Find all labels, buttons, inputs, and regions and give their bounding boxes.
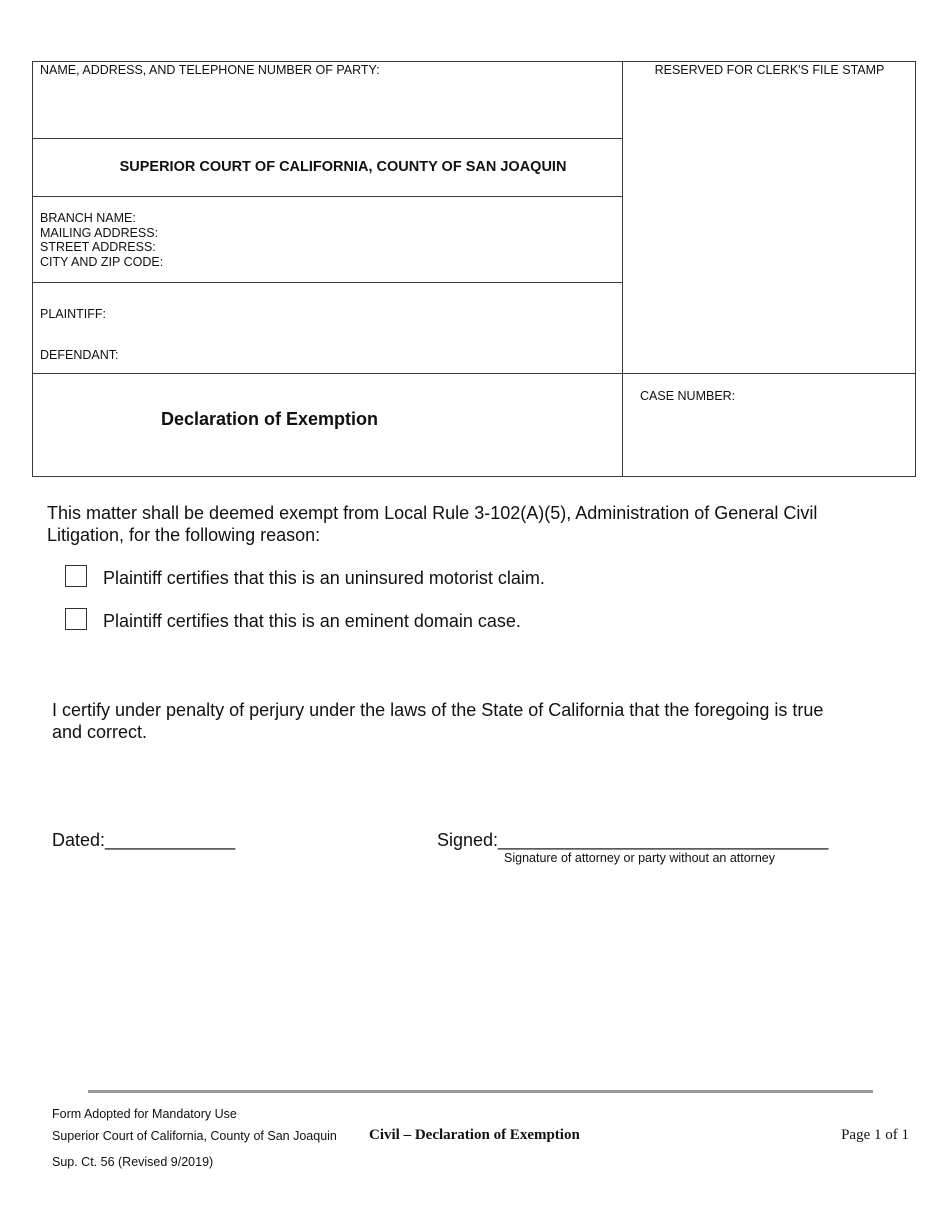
footer-court-text: Superior Court of California, County of San Joaquin [52, 1129, 337, 1143]
uninsured-motorist-checkbox[interactable] [65, 565, 87, 587]
signed-field[interactable]: Signed:_________________________________ [437, 830, 829, 850]
court-title: SUPERIOR COURT OF CALIFORNIA, COUNTY OF SAN JOAQUIN [119, 159, 567, 175]
caption-divider-title [32, 373, 916, 374]
footer-divider [88, 1090, 873, 1093]
eminent-domain-checkbox[interactable] [65, 608, 87, 630]
eminent-domain-option-label: Plaintiff certifies that this is an eminent domain case. [103, 611, 521, 631]
footer-page-number: Page 1 of 1 [841, 1127, 909, 1143]
footer-form-title: Civil – Declaration of Exemption [369, 1127, 580, 1143]
mailing-address-label: MAILING ADDRESS: [40, 225, 159, 240]
caption-border-bottom [32, 476, 916, 477]
caption-border-left [32, 61, 33, 477]
caption-divider-court [32, 196, 623, 197]
caption-divider-party [32, 138, 623, 139]
footer-adopted-text: Form Adopted for Mandatory Use [52, 1107, 237, 1121]
party-info-label: NAME, ADDRESS, AND TELEPHONE NUMBER OF PARTY: [40, 63, 380, 77]
caption-divider-address [32, 282, 623, 283]
case-number-label: CASE NUMBER: [640, 389, 736, 403]
certification-statement: I certify under penalty of perjury under the laws of the State of California that the foregoing is true and correct. [52, 700, 824, 742]
form-title: Declaration of Exemption [161, 409, 379, 429]
caption-divider-vertical [622, 61, 623, 477]
plaintiff-label: PLAINTIFF: [40, 307, 106, 321]
signature-caption: Signature of attorney or party without an attorney [504, 851, 775, 865]
defendant-label: DEFENDANT: [40, 348, 119, 362]
clerk-stamp-label: RESERVED FOR CLERK'S FILE STAMP [654, 63, 885, 77]
exemption-intro: This matter shall be deemed exempt from Local Rule 3-102(A)(5), Administration of General Civil Litigation, for the following reason: [47, 503, 818, 545]
footer-form-number: Sup. Ct. 56 (Revised 9/2019) [52, 1155, 214, 1169]
city-zip-label: CITY AND ZIP CODE: [40, 254, 164, 269]
caption-border-top [32, 61, 916, 62]
uninsured-motorist-option-label: Plaintiff certifies that this is an uninsured motorist claim. [103, 568, 545, 588]
branch-name-label: BRANCH NAME: [40, 211, 136, 225]
caption-border-right [915, 61, 916, 477]
street-address-label: STREET ADDRESS: [40, 240, 156, 254]
dated-field[interactable]: Dated:_____________ [52, 830, 236, 850]
address-block [40, 211, 163, 269]
